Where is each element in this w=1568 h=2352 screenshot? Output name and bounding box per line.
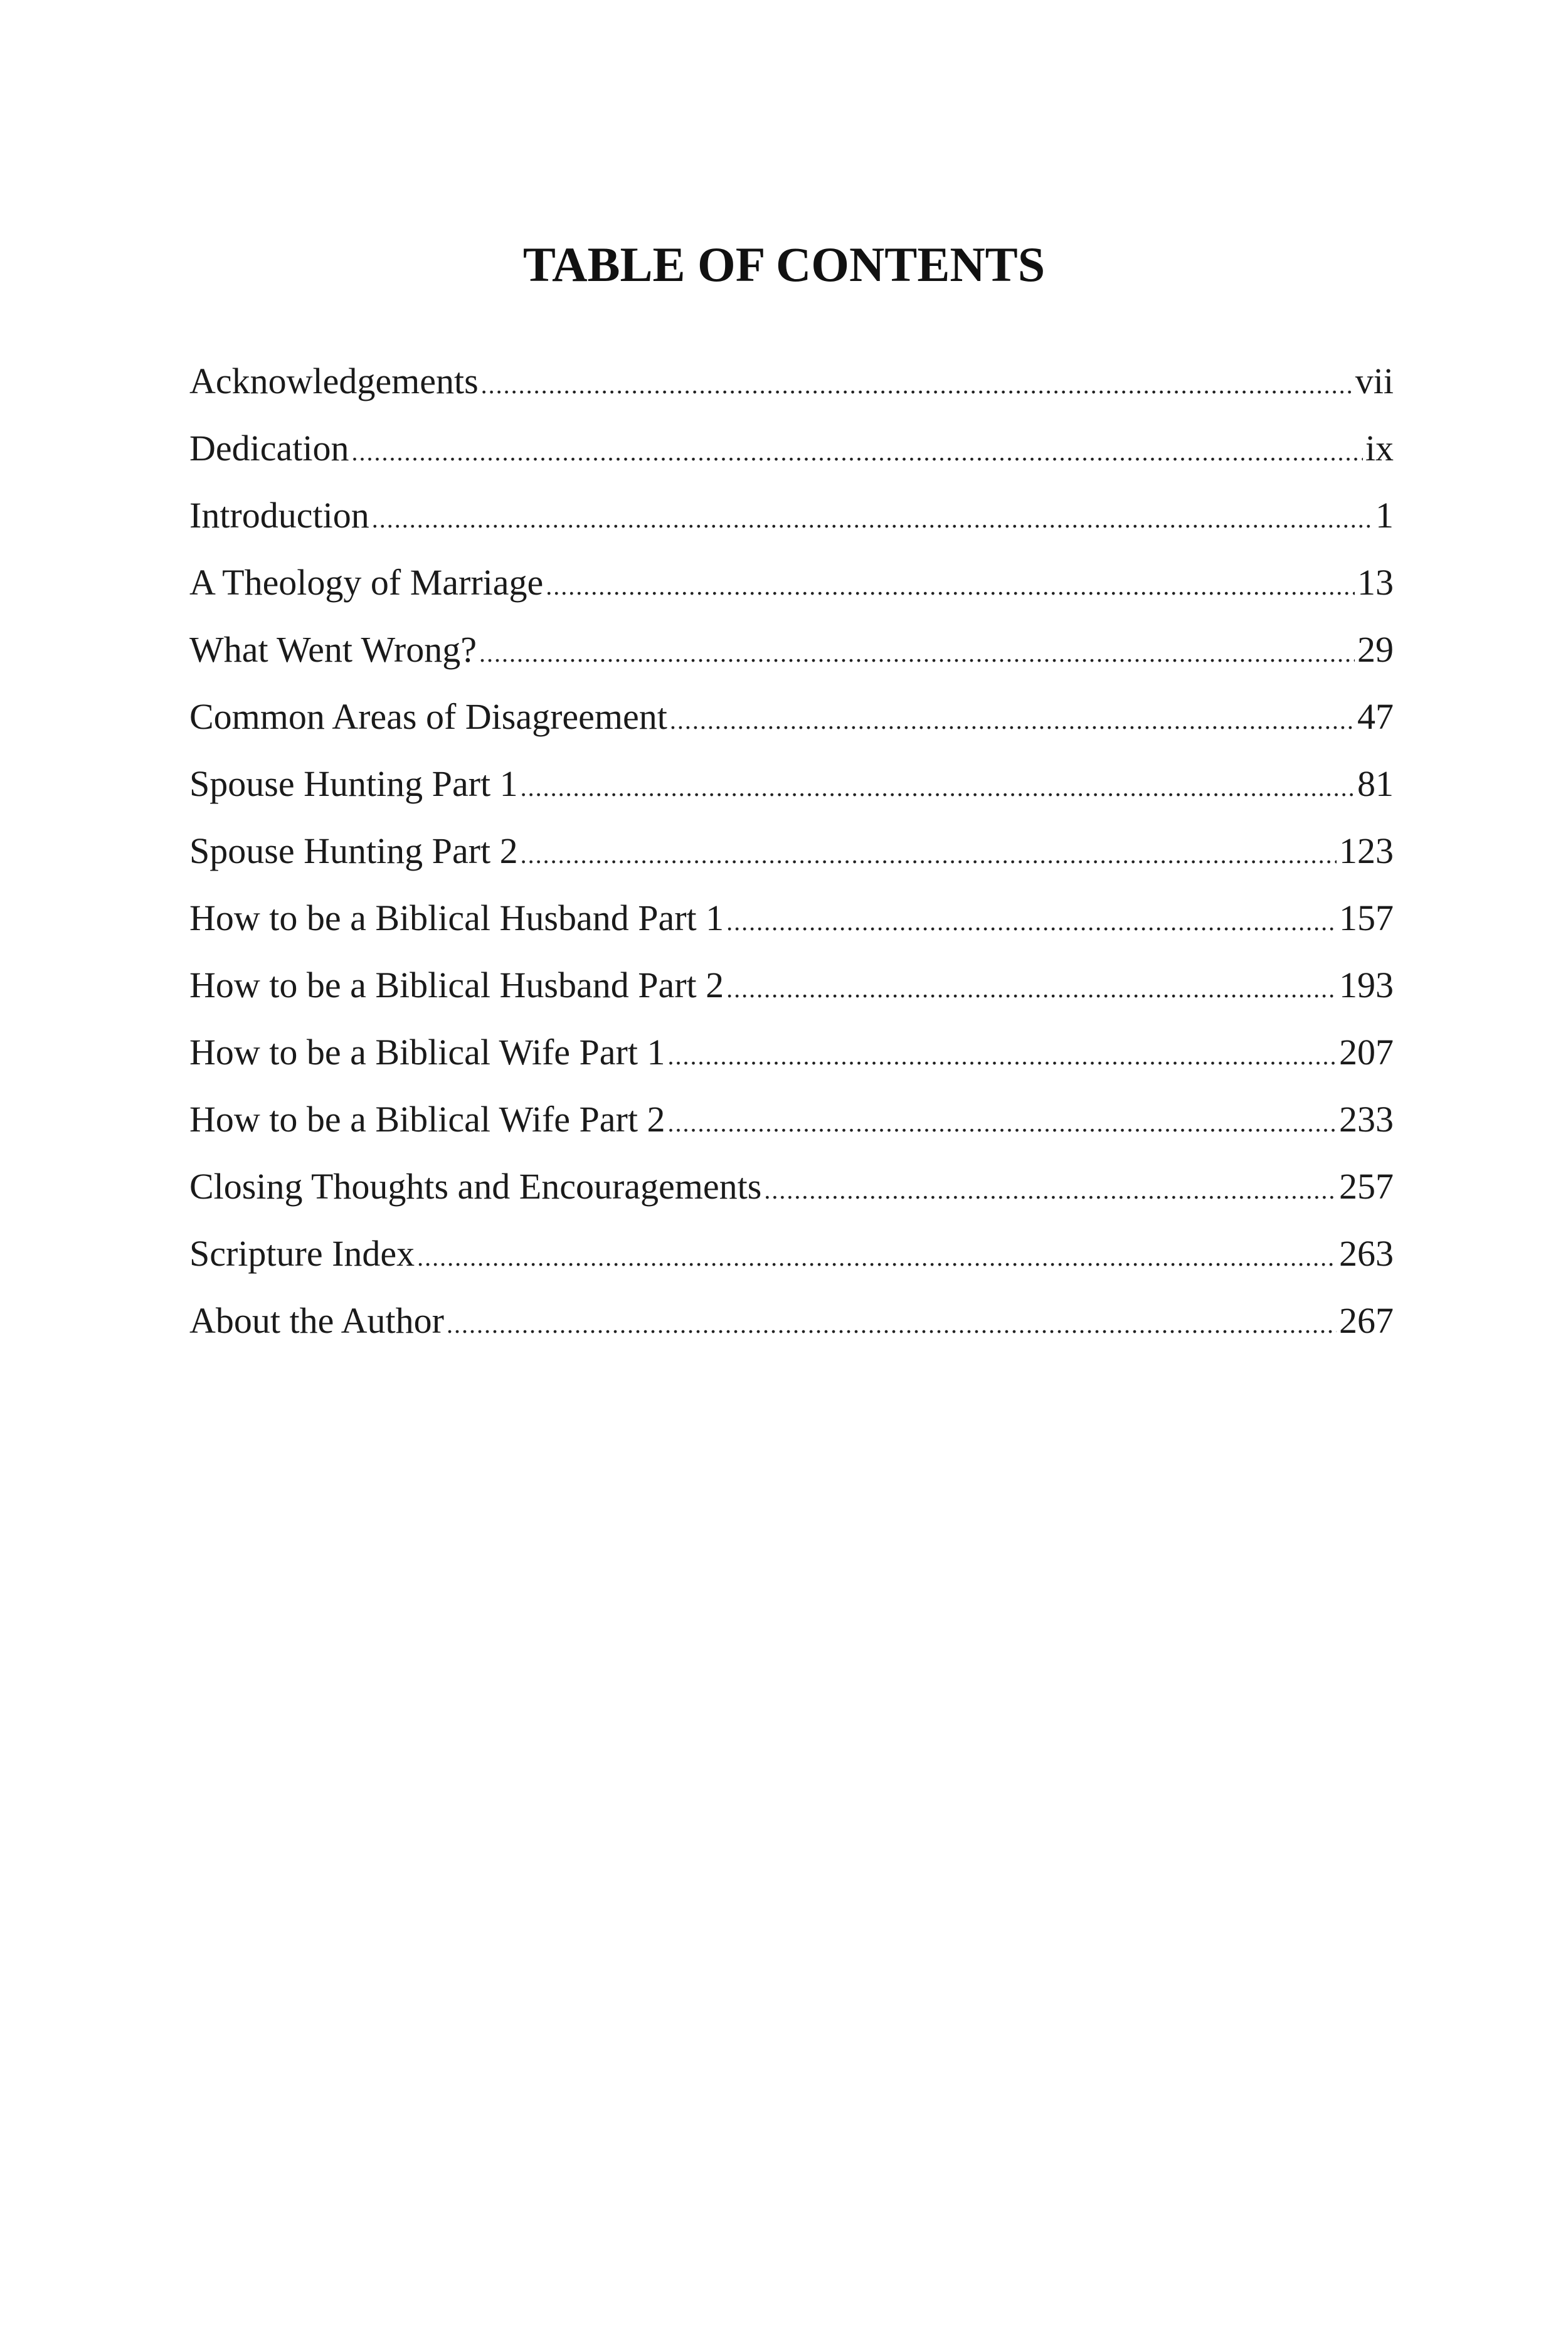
toc-entry-label: Closing Thoughts and Encouragements: [189, 1166, 762, 1207]
toc-entry-page-number: 263: [1339, 1233, 1394, 1274]
toc-entry-label: How to be a Biblical Wife Part 1: [189, 1032, 665, 1073]
toc-entry-page-number: vii: [1355, 361, 1394, 401]
toc-entry-page-number: ix: [1365, 428, 1394, 469]
toc-entry-label: Common Areas of Disagreement: [189, 696, 667, 737]
dot-leader: [726, 958, 1337, 1020]
toc-entry-page-number: 123: [1339, 830, 1394, 871]
dot-leader: [372, 488, 1373, 551]
toc-entry-page-number: 47: [1357, 696, 1394, 737]
toc-entry-page-number: 267: [1339, 1300, 1394, 1341]
toc-entry-label: What Went Wrong?: [189, 629, 477, 670]
dot-leader: [521, 824, 1337, 886]
dot-leader: [546, 555, 1355, 618]
toc-entry[interactable]: [189, 1088, 1394, 1155]
toc-entry-page-number: 193: [1339, 965, 1394, 1005]
toc-entry-page-number: 1: [1375, 495, 1394, 536]
toc-list: [189, 350, 1394, 1357]
toc-entry-label: How to be a Biblical Husband Part 1: [189, 898, 724, 938]
dot-leader: [521, 756, 1355, 819]
toc-entry-page-number: 257: [1339, 1166, 1394, 1207]
toc-entry-label: How to be a Biblical Husband Part 2: [189, 965, 724, 1005]
dot-leader: [447, 1293, 1337, 1356]
toc-entry-label: Acknowledgements: [189, 361, 479, 401]
toc-entry-label: Dedication: [189, 428, 349, 469]
toc-entry-page-number: 233: [1339, 1099, 1394, 1140]
toc-entry[interactable]: [189, 954, 1394, 1021]
toc-entry[interactable]: [189, 484, 1394, 551]
dot-leader: [417, 1226, 1337, 1289]
toc-entry[interactable]: [189, 618, 1394, 686]
toc-entry[interactable]: [189, 820, 1394, 887]
toc-entry-page-number: 13: [1357, 562, 1394, 603]
toc-entry-page-number: 81: [1357, 763, 1394, 804]
toc-entry-page-number: 157: [1339, 898, 1394, 938]
toc-entry-label: Scripture Index: [189, 1233, 415, 1274]
toc-entry[interactable]: [189, 1290, 1394, 1357]
toc-entry-label: Spouse Hunting Part 2: [189, 830, 518, 871]
dot-leader: [670, 689, 1355, 752]
toc-entry-label: How to be a Biblical Wife Part 2: [189, 1099, 665, 1140]
toc-entry[interactable]: [189, 753, 1394, 820]
toc-entry-page-number: 29: [1357, 629, 1394, 670]
toc-entry[interactable]: [189, 417, 1394, 484]
toc-entry-label: About the Author: [189, 1300, 444, 1341]
toc-entry[interactable]: [189, 350, 1394, 417]
toc-entry-label: A Theology of Marriage: [189, 562, 544, 603]
dot-leader: [667, 1025, 1337, 1088]
dot-leader: [764, 1159, 1337, 1222]
toc-entry[interactable]: [189, 1222, 1394, 1290]
dot-leader: [351, 421, 1362, 484]
dot-leader: [667, 1092, 1337, 1155]
toc-entry[interactable]: [189, 686, 1394, 753]
page-title: TABLE OF CONTENTS: [522, 237, 1046, 292]
dot-leader: [481, 354, 1353, 416]
toc-entry-page-number: 207: [1339, 1032, 1394, 1073]
toc-entry[interactable]: [189, 551, 1394, 618]
toc-entry[interactable]: [189, 1021, 1394, 1088]
toc-entry[interactable]: [189, 1155, 1394, 1222]
toc-entry-label: Introduction: [189, 495, 369, 536]
toc-entry[interactable]: [189, 887, 1394, 954]
dot-leader: [726, 891, 1337, 953]
toc-entry-label: Spouse Hunting Part 1: [189, 763, 518, 804]
dot-leader: [479, 622, 1355, 685]
